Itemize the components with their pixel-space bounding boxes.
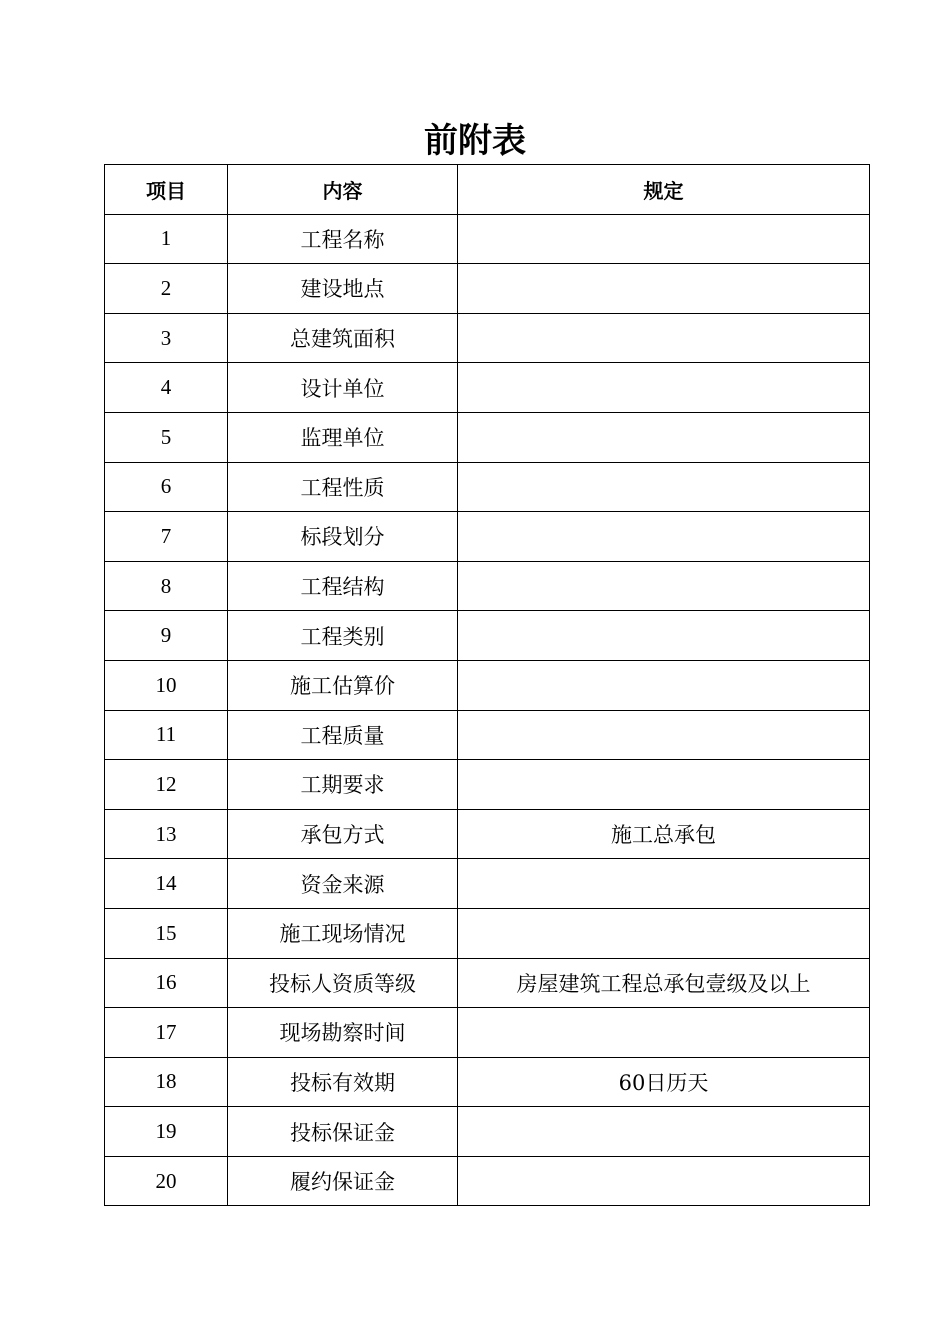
row-number: 6 bbox=[105, 462, 228, 512]
header-content: 内容 bbox=[228, 165, 458, 215]
table-row bbox=[105, 611, 870, 661]
row-number: 19 bbox=[105, 1107, 228, 1157]
row-number: 15 bbox=[105, 908, 228, 958]
row-rule: 房屋建筑工程总承包壹级及以上 bbox=[458, 958, 870, 1008]
row-number: 11 bbox=[105, 710, 228, 760]
row-number: 3 bbox=[105, 313, 228, 363]
row-content: 施工现场情况 bbox=[228, 908, 458, 958]
table-row bbox=[105, 561, 870, 611]
row-number: 9 bbox=[105, 611, 228, 661]
table-row bbox=[105, 512, 870, 562]
row-rule bbox=[458, 611, 870, 661]
row-rule bbox=[458, 512, 870, 562]
row-content: 投标有效期 bbox=[228, 1057, 458, 1107]
row-rule bbox=[458, 264, 870, 314]
table-row bbox=[105, 1107, 870, 1157]
table-row bbox=[105, 1156, 870, 1206]
row-rule bbox=[458, 908, 870, 958]
row-content: 标段划分 bbox=[228, 512, 458, 562]
row-content: 工程质量 bbox=[228, 710, 458, 760]
table-row bbox=[105, 462, 870, 512]
table-row bbox=[105, 660, 870, 710]
row-number: 5 bbox=[105, 412, 228, 462]
row-content: 设计单位 bbox=[228, 363, 458, 413]
row-rule bbox=[458, 859, 870, 909]
row-content: 工程名称 bbox=[228, 214, 458, 264]
row-rule bbox=[458, 660, 870, 710]
row-content: 监理单位 bbox=[228, 412, 458, 462]
table-row bbox=[105, 412, 870, 462]
row-rule bbox=[458, 710, 870, 760]
row-content: 工程结构 bbox=[228, 561, 458, 611]
row-number: 16 bbox=[105, 958, 228, 1008]
row-rule bbox=[458, 1008, 870, 1058]
row-number: 18 bbox=[105, 1057, 228, 1107]
row-rule bbox=[458, 760, 870, 810]
row-number: 20 bbox=[105, 1156, 228, 1206]
row-number: 4 bbox=[105, 363, 228, 413]
row-content: 投标保证金 bbox=[228, 1107, 458, 1157]
table-row bbox=[105, 1057, 870, 1107]
row-rule bbox=[458, 363, 870, 413]
table-row bbox=[105, 1008, 870, 1058]
row-content: 工期要求 bbox=[228, 760, 458, 810]
table-row bbox=[105, 809, 870, 859]
row-rule: 施工总承包 bbox=[458, 809, 870, 859]
table-row bbox=[105, 908, 870, 958]
row-content: 建设地点 bbox=[228, 264, 458, 314]
row-number: 14 bbox=[105, 859, 228, 909]
row-content: 总建筑面积 bbox=[228, 313, 458, 363]
row-rule bbox=[458, 214, 870, 264]
row-rule bbox=[458, 1107, 870, 1157]
page-title: 前附表 bbox=[424, 121, 526, 161]
row-number: 17 bbox=[105, 1008, 228, 1058]
row-rule: 60日历天 bbox=[458, 1057, 870, 1107]
header-rule: 规定 bbox=[458, 165, 870, 215]
row-content: 履约保证金 bbox=[228, 1156, 458, 1206]
header-item: 项目 bbox=[105, 165, 228, 215]
row-content: 施工估算价 bbox=[228, 660, 458, 710]
table-row bbox=[105, 958, 870, 1008]
row-number: 10 bbox=[105, 660, 228, 710]
table-row bbox=[105, 710, 870, 760]
table-row bbox=[105, 264, 870, 314]
table-header-row bbox=[105, 165, 870, 215]
table-row bbox=[105, 760, 870, 810]
row-content: 投标人资质等级 bbox=[228, 958, 458, 1008]
row-content: 现场勘察时间 bbox=[228, 1008, 458, 1058]
row-rule bbox=[458, 462, 870, 512]
row-number: 13 bbox=[105, 809, 228, 859]
table-row bbox=[105, 363, 870, 413]
table-row bbox=[105, 214, 870, 264]
row-rule bbox=[458, 1156, 870, 1206]
row-rule bbox=[458, 561, 870, 611]
table-row bbox=[105, 313, 870, 363]
table-row bbox=[105, 859, 870, 909]
front-attached-table bbox=[104, 164, 870, 1206]
row-number: 7 bbox=[105, 512, 228, 562]
row-content: 资金来源 bbox=[228, 859, 458, 909]
row-content: 工程性质 bbox=[228, 462, 458, 512]
row-content: 承包方式 bbox=[228, 809, 458, 859]
row-rule bbox=[458, 412, 870, 462]
row-number: 12 bbox=[105, 760, 228, 810]
row-number: 1 bbox=[105, 214, 228, 264]
row-rule bbox=[458, 313, 870, 363]
row-number: 8 bbox=[105, 561, 228, 611]
row-number: 2 bbox=[105, 264, 228, 314]
row-content: 工程类别 bbox=[228, 611, 458, 661]
